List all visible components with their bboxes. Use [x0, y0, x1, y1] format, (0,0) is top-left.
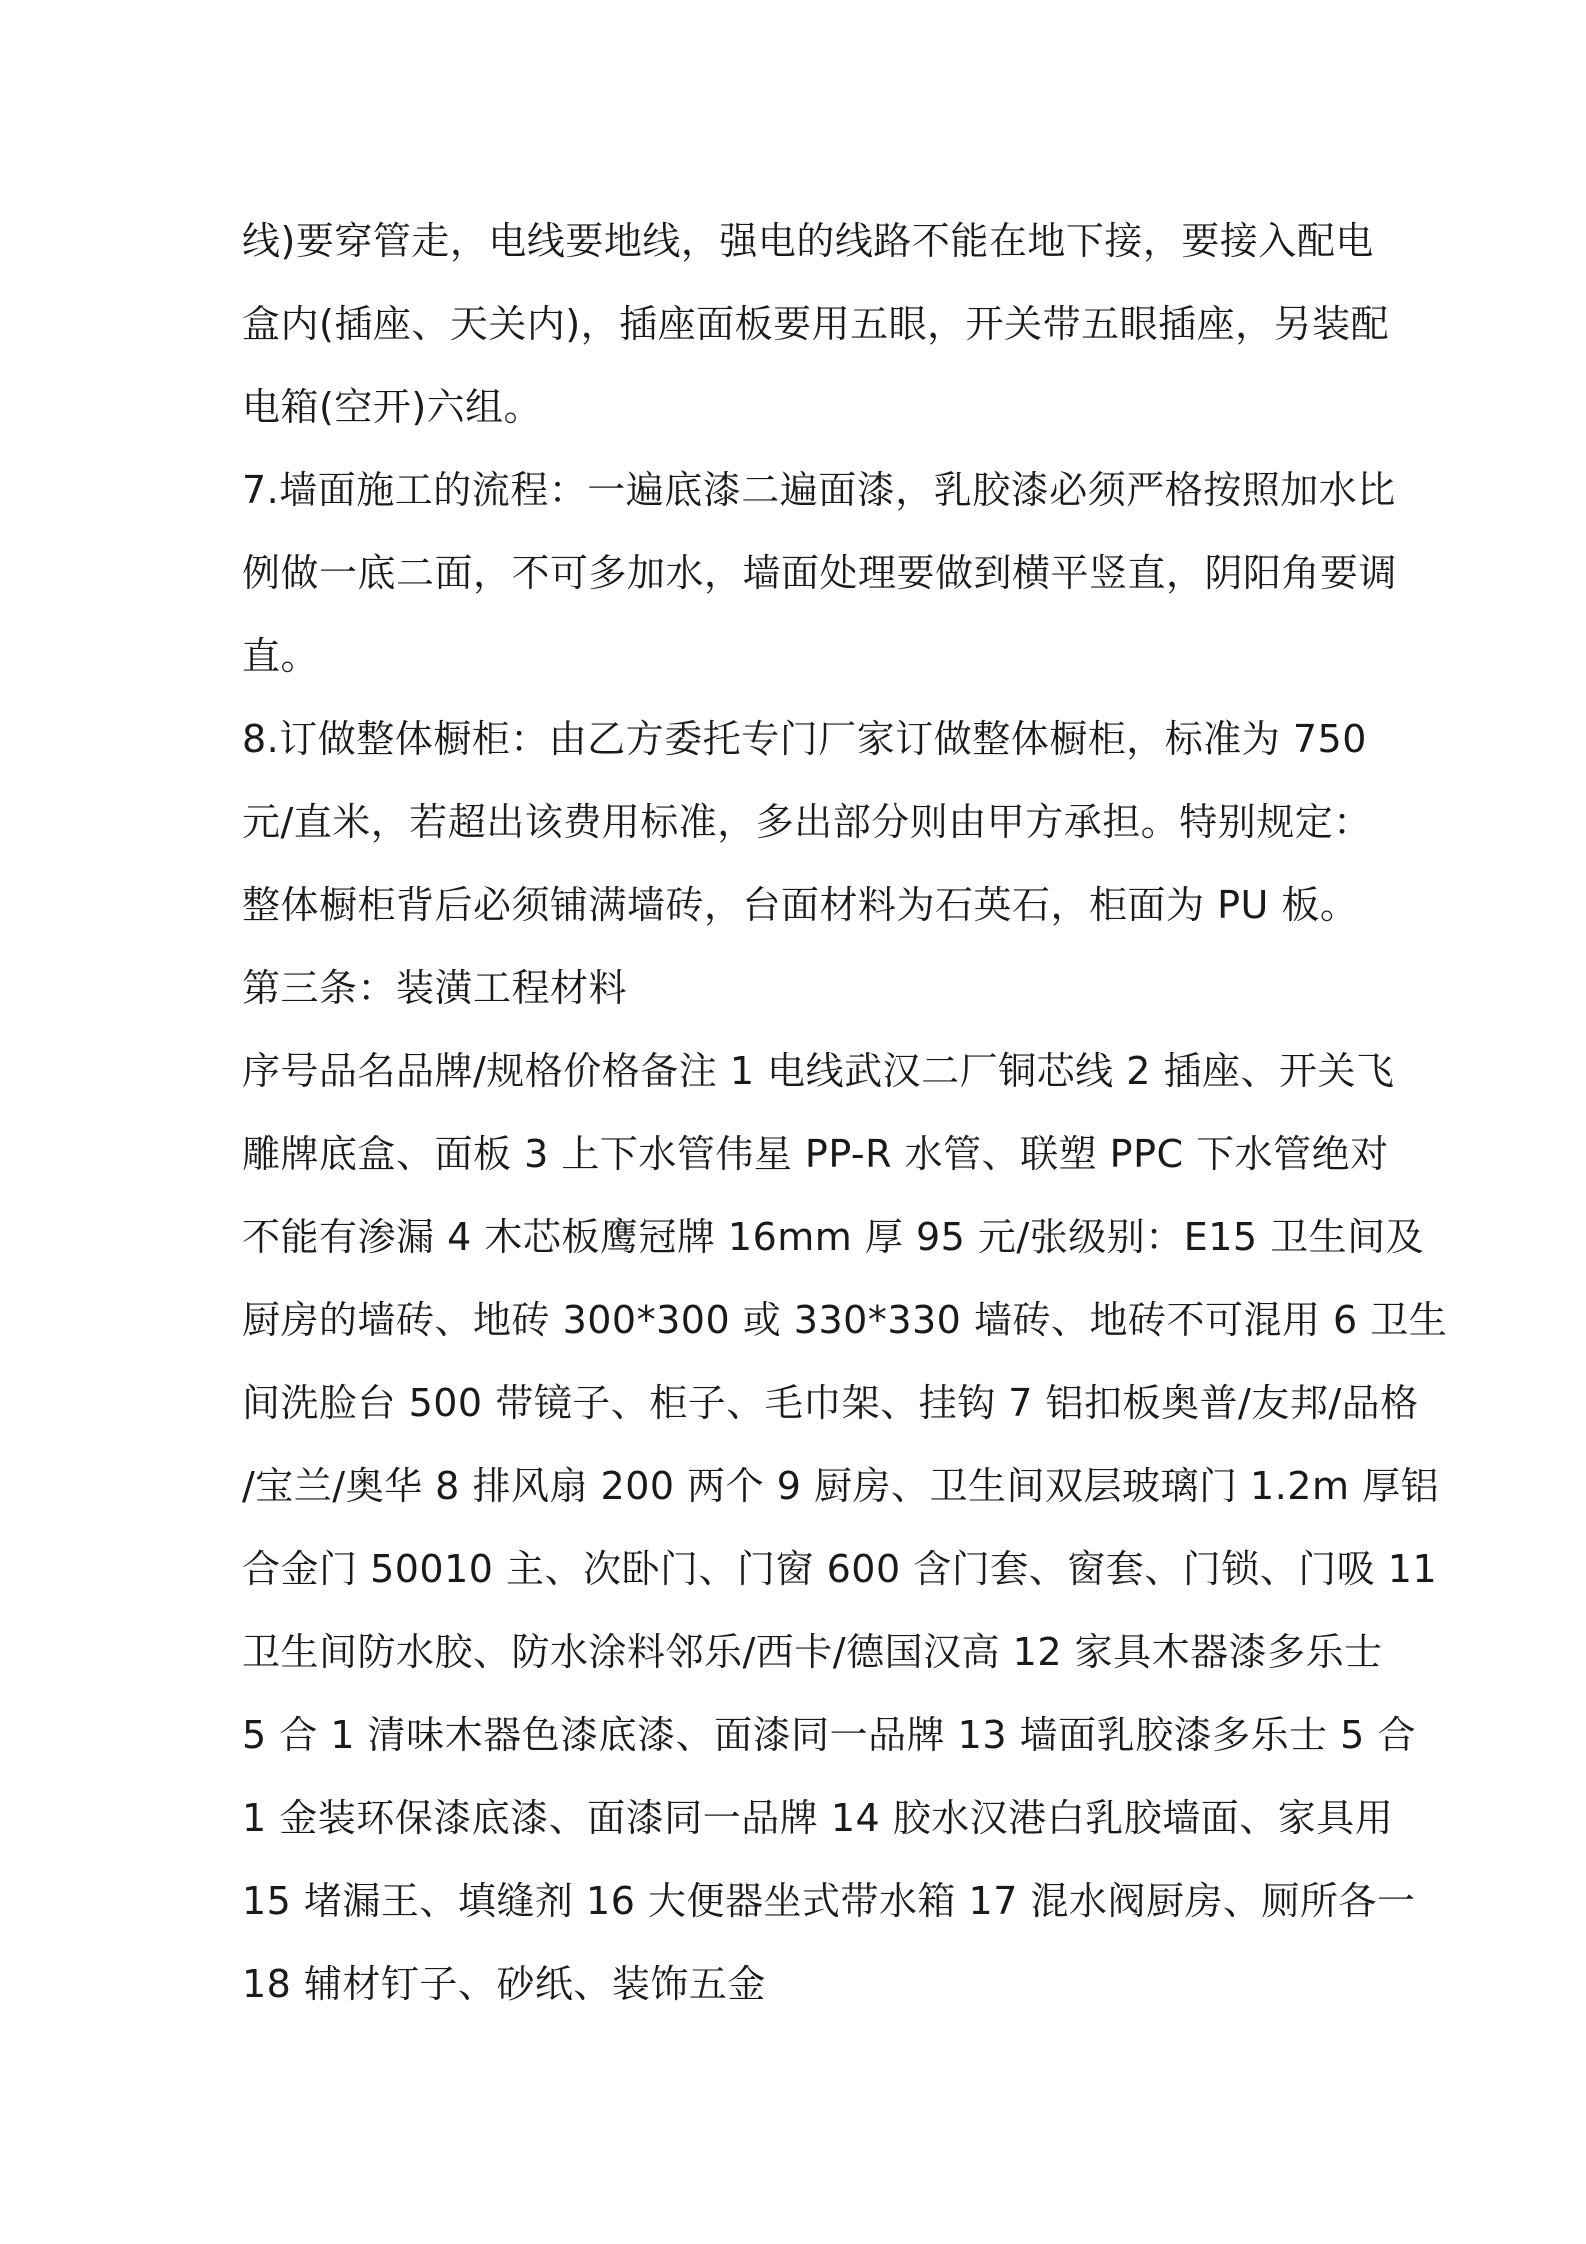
text-line: 序号品名品牌/规格价格备注 1 电线武汉二厂铜芯线 2 插座、开关飞 [242, 1049, 1395, 1093]
text-line: 例做一底二面，不可多加水，墙面处理要做到横平竖直，阴阳角要调 [242, 551, 1398, 595]
text-line: 元/直米，若超出该费用标准，多出部分则由甲方承担。特别规定： [242, 800, 1372, 844]
text-line: 18 辅材钉子、砂纸、装饰五金 [242, 1962, 766, 2006]
text-line: 整体橱柜背后必须铺满墙砖，台面材料为石英石，柜面为 PU 板。 [242, 883, 1359, 927]
text-line: 7.墙面施工的流程：一遍底漆二遍面漆，乳胶漆必须严格按照加水比 [242, 468, 1396, 512]
text-line: 电箱(空开)六组。 [242, 385, 543, 429]
section-heading: 第三条：装潢工程材料 [242, 966, 628, 1010]
text-line: 卫生间防水胶、防水涂料邻乐/西卡/德国汉高 12 家具木器漆多乐士 [242, 1630, 1383, 1674]
text-line: 线)要穿管走，电线要地线，强电的线路不能在地下接，要接入配电 [242, 219, 1374, 263]
text-line: 厨房的墙砖、地砖 300*300 或 330*330 墙砖、地砖不可混用 6 卫生 [242, 1298, 1448, 1342]
text-line: /宝兰/奥华 8 排风扇 200 两个 9 厨房、卫生间双层玻璃门 1.2m 厚铝 [242, 1464, 1440, 1508]
text-line: 直。 [242, 634, 320, 678]
text-line: 雕牌底盒、面板 3 上下水管伟星 PP-R 水管、联塑 PPC 下水管绝对 [242, 1132, 1389, 1176]
text-line: 合金门 50010 主、次卧门、门窗 600 含门套、窗套、门锁、门吸 11 [242, 1547, 1438, 1591]
text-line: 盒内(插座、天关内)，插座面板要用五眼，开关带五眼插座，另装配 [242, 302, 1390, 346]
text-line: 不能有渗漏 4 木芯板鹰冠牌 16mm 厚 95 元/张级别：E15 卫生间及 [242, 1215, 1425, 1259]
text-line: 8.订做整体橱柜：由乙方委托专门厂家订做整体橱柜，标准为 750 [242, 717, 1367, 761]
text-line: 间洗脸台 500 带镜子、柜子、毛巾架、挂钩 7 铝扣板奥普/友邦/品格 [242, 1381, 1419, 1425]
document-body [242, 200, 1448, 2026]
text-line: 15 堵漏王、填缝剂 16 大便器坐式带水箱 17 混水阀厨房、厕所各一 [242, 1879, 1416, 1923]
text-line: 1 金装环保漆底漆、面漆同一品牌 14 胶水汉港白乳胶墙面、家具用 [242, 1796, 1394, 1840]
text-line: 5 合 1 清味木器色漆底漆、面漆同一品牌 13 墙面乳胶漆多乐士 5 合 [242, 1713, 1416, 1757]
